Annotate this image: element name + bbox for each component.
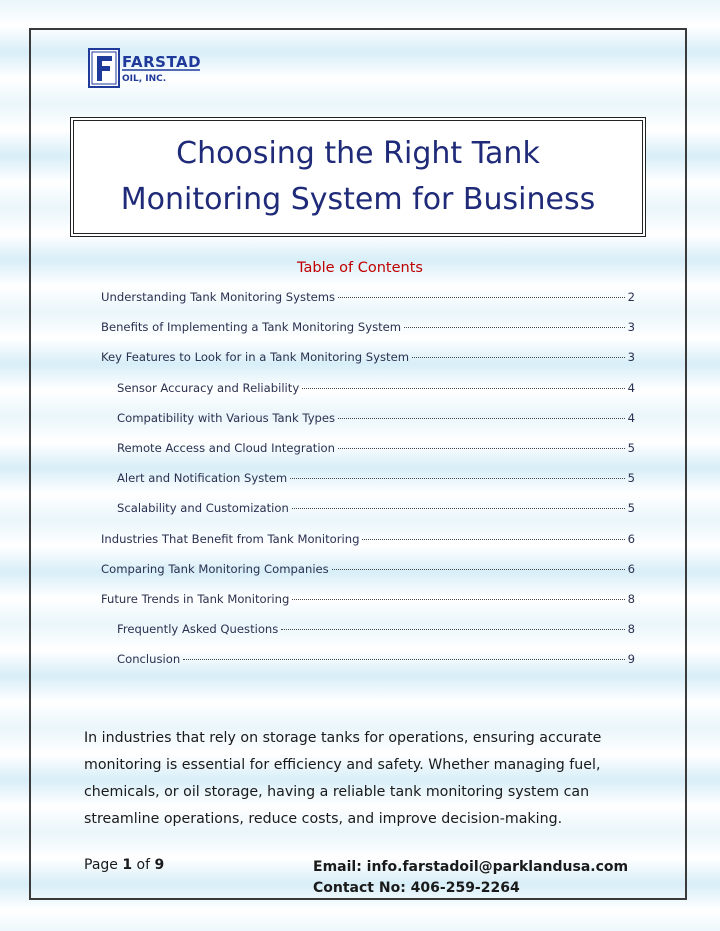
title-line-2: Monitoring System for Business — [120, 182, 596, 217]
title-line-1: Choosing the Right Tank — [176, 136, 540, 171]
footer-contact — [313, 857, 628, 899]
document-title — [121, 131, 595, 223]
page-of: of — [132, 857, 155, 873]
toc-entry-page: 5 — [627, 440, 635, 455]
toc-entry[interactable] — [101, 381, 635, 411]
toc-dot-leader — [290, 478, 624, 479]
toc-dot-leader — [338, 448, 625, 449]
toc-dot-leader — [338, 297, 625, 298]
toc-heading: Table of Contents — [297, 260, 423, 276]
table-of-contents — [101, 290, 635, 682]
toc-entry[interactable] — [101, 471, 635, 501]
page-number — [84, 857, 164, 873]
toc-entry[interactable] — [101, 411, 635, 441]
toc-entry-page: 6 — [627, 561, 635, 576]
toc-entry-label: Benefits of Implementing a Tank Monitoring System — [101, 320, 402, 335]
page-prefix: Page — [84, 857, 123, 873]
toc-entry[interactable] — [101, 592, 635, 622]
toc-dot-leader — [292, 599, 624, 600]
toc-entry-label: Remote Access and Cloud Integration — [117, 440, 335, 455]
page-current: 1 — [122, 857, 133, 873]
page-total: 9 — [154, 857, 165, 873]
toc-entry-label: Alert and Notification System — [117, 471, 288, 486]
toc-dot-leader — [302, 388, 624, 389]
toc-entry-page: 2 — [627, 290, 635, 304]
toc-entry-page: 8 — [627, 591, 635, 606]
toc-dot-leader — [412, 357, 625, 358]
toc-dot-leader — [292, 508, 625, 509]
toc-dot-leader — [183, 659, 624, 660]
toc-entry-label: Sensor Accuracy and Reliability — [117, 380, 300, 395]
toc-entry-label: Understanding Tank Monitoring Systems — [101, 290, 336, 304]
toc-entry-label: Industries That Benefit from Tank Monitoring — [101, 531, 360, 546]
intro-paragraph: In industries that rely on storage tanks for operations, ensuring accurate monitoring is essential for efficiency and safety. Whether managing fuel, chemicals, or oil storage, having a reliable tank monitoring system can streamline operations, reduce costs, and improve decision-making. — [84, 730, 602, 827]
toc-entry-label: Future Trends in Tank Monitoring — [101, 591, 290, 606]
footer-phone: Contact No: 406-259-2264 — [313, 880, 520, 896]
toc-entry-page: 4 — [627, 410, 635, 425]
toc-entry[interactable] — [101, 290, 635, 320]
toc-entry-label: Conclusion — [117, 652, 181, 667]
toc-entry[interactable] — [101, 562, 635, 592]
toc-entry[interactable] — [101, 532, 635, 562]
toc-entry-page: 4 — [627, 380, 635, 395]
toc-entry-label: Scalability and Customization — [117, 501, 289, 516]
logo-subtitle: OIL, INC. — [122, 74, 167, 84]
toc-entry-page: 3 — [627, 350, 635, 365]
company-logo — [88, 47, 204, 91]
toc-entry[interactable] — [101, 622, 635, 652]
toc-entry[interactable] — [101, 652, 635, 682]
toc-entry-page: 8 — [627, 622, 635, 637]
toc-entry[interactable] — [101, 350, 635, 380]
toc-entry-page: 3 — [627, 320, 635, 335]
toc-dot-leader — [362, 539, 624, 540]
toc-entry-label: Frequently Asked Questions — [117, 622, 279, 637]
toc-entry[interactable] — [101, 501, 635, 531]
title-box — [70, 117, 646, 237]
toc-entry-label: Comparing Tank Monitoring Companies — [101, 561, 329, 576]
toc-entry-label: Key Features to Look for in a Tank Monitoring System — [101, 350, 410, 365]
toc-dot-leader — [338, 418, 625, 419]
toc-entry-page: 5 — [627, 471, 635, 486]
toc-dot-leader — [404, 327, 625, 328]
toc-entry-label: Compatibility with Various Tank Types — [117, 410, 336, 425]
toc-entry-page: 9 — [627, 652, 635, 667]
toc-dot-leader — [332, 569, 625, 570]
footer-email[interactable]: Email: info.farstadoil@parklandusa.com — [313, 859, 629, 875]
toc-entry[interactable] — [101, 320, 635, 350]
toc-entry[interactable] — [101, 441, 635, 471]
toc-entry-page: 5 — [627, 501, 635, 516]
logo-wordmark: FARSTAD — [122, 53, 202, 71]
farstad-logo-icon — [88, 47, 204, 91]
toc-dot-leader — [281, 629, 624, 630]
toc-entry-page: 6 — [627, 531, 635, 546]
